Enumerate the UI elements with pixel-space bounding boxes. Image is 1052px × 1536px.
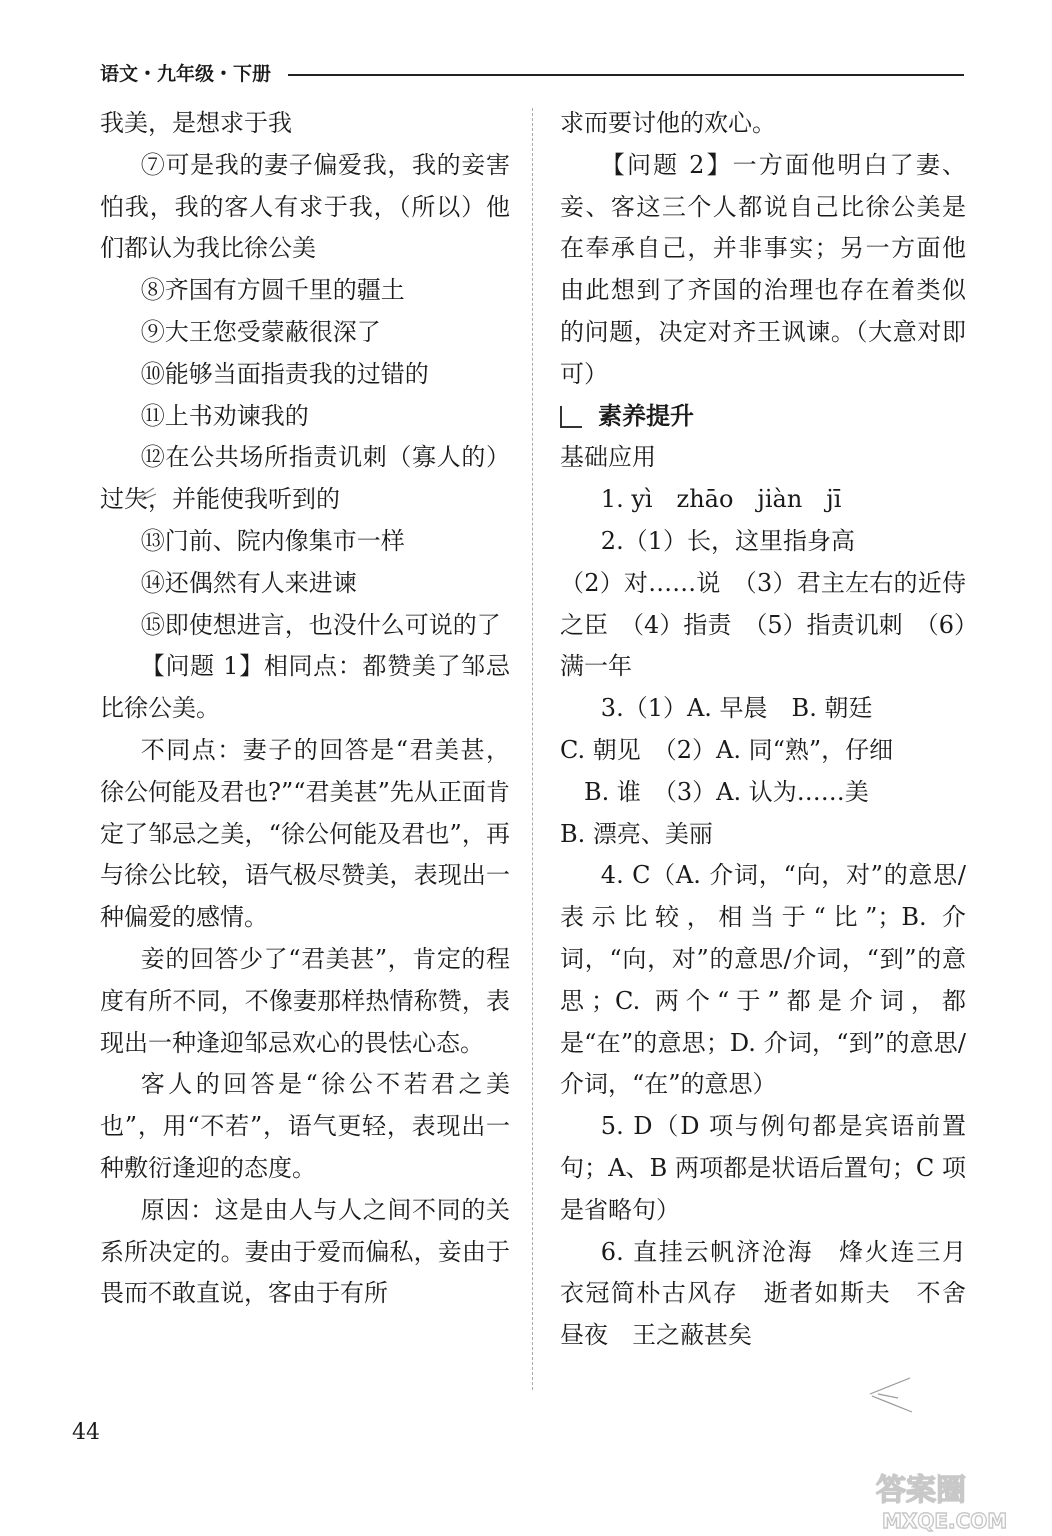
question-1-answer: 【问题 1】相同点：都赞美了邹忌比徐公美。 bbox=[100, 652, 510, 723]
book-title: 语文・九年级・下册 bbox=[100, 63, 272, 85]
answer-q3-line4: B. 漂亮、美丽 bbox=[560, 819, 713, 848]
right-column bbox=[560, 103, 990, 1357]
answer-item-8: ⑧齐国有方圆千里的疆土 bbox=[140, 276, 405, 305]
column-divider bbox=[532, 108, 533, 1390]
page-header bbox=[100, 60, 964, 90]
svg-text:MXQE.COM: MXQE.COM bbox=[882, 1509, 1008, 1532]
answer-q2-line1: 2.（1）长，这里指身高 bbox=[600, 526, 855, 555]
answer-q4: 4. C（A. 介词，“向，对”的意思/表示比较，相当于“比”；B. 介词，“向，对”的意思/介词，“到”的意思；C. 两个“于”都是介词，都是“在”的意思；D. 介词，“到”的意思/介词，“在”的意思） bbox=[560, 861, 966, 1099]
left-column bbox=[100, 103, 510, 1315]
continued-line: 求而要讨他的欢心。 bbox=[560, 109, 776, 137]
page-number: 44 bbox=[72, 1420, 100, 1445]
answer-q3-line3: B. 谁 （3）A. 认为……美 bbox=[584, 777, 869, 806]
difference-paragraph: 不同点：妻子的回答是“君美甚，徐公何能及君也?”“君美甚”先从正面肯定了邹忌之美，“徐公何能及君也”，再与徐公比较，语气极尽赞美，表现出一种偏爱的感情。 bbox=[100, 735, 510, 932]
answer-item-15: ⑮即使想进言，也没什么可说的了 bbox=[140, 610, 501, 639]
answer-item-14: ⑭还偶然有人来进谏 bbox=[140, 568, 357, 597]
answer-item-11: ⑪上书劝谏我的 bbox=[140, 401, 309, 430]
watermark-logo bbox=[868, 1466, 1048, 1532]
answer-item-10: ⑩能够当面指责我的过错的 bbox=[140, 359, 429, 388]
section-heading bbox=[560, 396, 966, 438]
header-rule bbox=[288, 74, 964, 76]
guest-paragraph: 客人的回答是“徐公不若君之美也”，用“不若”，语气更轻，表现出一种敷衍逢迎的态度。 bbox=[100, 1070, 510, 1182]
answer-q5: 5. D（D 项与例句都是宾语前置句；A、B 两项都是状语后置句；C 项是省略句） bbox=[560, 1112, 966, 1224]
subsection-title: 基础应用 bbox=[560, 443, 656, 472]
answer-item-9: ⑨大王您受蒙蔽很深了 bbox=[140, 317, 381, 346]
answer-line: 我美，是想求于我 bbox=[100, 109, 292, 137]
concubine-paragraph: 妾的回答少了“君美甚”，肯定的程度有所不同，不像妻那样热情称赞，表现出一种逢迎邹忌欢心的畏怯心态。 bbox=[100, 944, 510, 1057]
answer-q3-line1: 3.（1）A. 早晨 B. 朝廷 bbox=[600, 694, 873, 723]
answer-q1: 1. yì zhāo jiàn jī bbox=[600, 485, 842, 514]
answer-item-7: ⑦可是我的妻子偏爱我，我的妾害怕我，我的客人有求于我，（所以）他们都认为我比徐公美 bbox=[100, 150, 510, 263]
watermark-text: 答案圈 bbox=[876, 1473, 966, 1508]
reason-paragraph: 原因：这是由人与人之间不同的关系所决定的。妻由于爱而偏私，妾由于畏而不敢直说，客由于有所 bbox=[100, 1195, 510, 1308]
question-2-answer: 【问题 2】一方面他明白了妻、妾、客这三个人都说自己比徐公美是在奉承自己，并非事实；另一方面他由此想到了齐国的治理也存在着类似的问题，决定对齐王讽谏。（大意对即可） bbox=[560, 150, 966, 388]
pencil-mark-icon bbox=[136, 484, 158, 502]
answer-item-13: ⑬门前、院内像集市一样 bbox=[140, 526, 405, 555]
answer-q2-rest: （2）对……说 （3）君主左右的近侍之臣 （4）指责 （5）指责讥刺 （6）满一年 bbox=[560, 568, 966, 681]
section-title: 素养提升 bbox=[598, 401, 694, 430]
answer-q6: 6. 直挂云帆济沧海 烽火连三月 衣冠简朴古风存 逝者如斯夫 不舍昼夜 王之蔽甚矣 bbox=[560, 1237, 990, 1350]
answer-item-12: ⑫在公共场所指责讥刺（寡人的）过失，并能使我听到的 bbox=[100, 443, 510, 514]
answer-q3-line2: C. 朝见 （2）A. 同“熟”，仔细 bbox=[560, 735, 894, 764]
section-bracket-icon bbox=[560, 406, 582, 428]
pencil-mark-icon bbox=[868, 1372, 918, 1418]
